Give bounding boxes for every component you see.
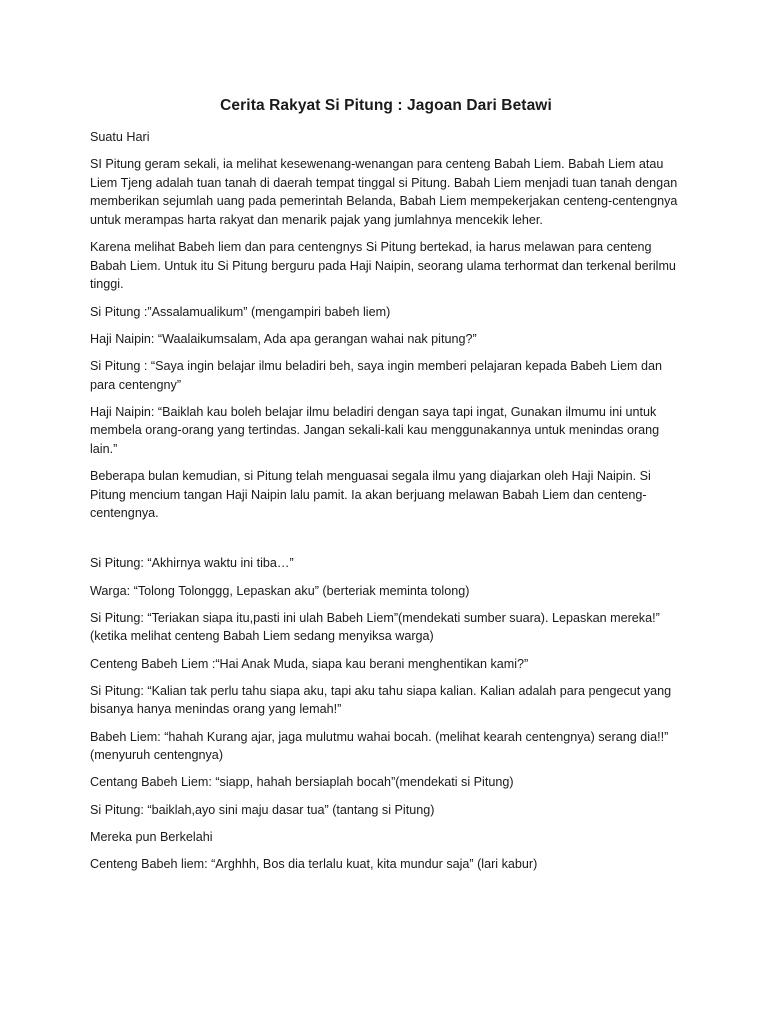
dialogue-line: Babeh Liem: “hahah Kurang ajar, jaga mulutmu wahai bocah. (melihat kearah centengnya) serang dia!!” (menyuruh centengnya) xyxy=(90,729,669,763)
paragraph-narration: Mereka pun Berkelahi xyxy=(90,829,213,844)
dialogue-line: Si Pitung: “Kalian tak perlu tahu siapa aku, tapi aku tahu siapa kalian. Kalian adalah para pengecut yang bisanya hanya menindas orang yang lemah!” xyxy=(90,683,672,717)
paragraph-intro: SI Pitung geram sekali, ia melihat kesewenang-wenangan para centeng Babah Liem. Babah Liem atau Liem Tjeng adalah tuan tanah di daerah tempat tinggal si Pitung. Babah Liem menjadi tuan tanah dengan memberikan sejumlah uang pada pemerintah Belanda, Babah Liem mempekerjakan centeng-centengnya untuk merampas harta rakyat dan menarik pajak yang jumlahnya mencekik leher. xyxy=(90,157,678,227)
paragraph-narration: Beberapa bulan kemudian, si Pitung telah menguasai segala ilmu yang diajarkan oleh Haji Naipin. Si Pitung mencium tangan Haji Naipin lalu pamit. Ia akan berjuang melawan Babah Liem dan centeng-centengnya. xyxy=(90,469,651,521)
dialogue-line: Si Pitung: “Akhirnya waktu ini tiba…” xyxy=(90,556,294,571)
dialogue-line: Centeng Babeh Liem :“Hai Anak Muda, siapa kau berani menghentikan kami?” xyxy=(90,656,529,671)
section-gap xyxy=(90,531,682,554)
dialogue-line: Centeng Babeh liem: “Arghhh, Bos dia terlalu kuat, kita mundur saja” (lari kabur) xyxy=(90,856,538,871)
dialogue-line: Si Pitung : “Saya ingin belajar ilmu beladiri beh, saya ingin memberi pelajaran kepada Babeh Liem dan para centengny” xyxy=(90,358,662,392)
paragraph-opening: Suatu Hari xyxy=(90,130,150,144)
dialogue-line: Si Pitung :”Assalamualikum” (mengampiri babeh liem) xyxy=(90,304,391,319)
dialogue-line: Centang Babeh Liem: “siapp, hahah bersiaplah bocah”(mendekati si Pitung) xyxy=(90,775,514,790)
dialogue-line: Si Pitung: “baiklah,ayo sini maju dasar tua” (tantang si Pitung) xyxy=(90,802,435,817)
paragraph-resolve: Karena melihat Babeh liem dan para centengnys Si Pitung bertekad, ia harus melawan para centeng Babah Liem. Untuk itu Si Pitung berguru pada Haji Naipin, seorang ulama terhormat dan terkenal berilmu tinggi. xyxy=(90,240,676,292)
dialogue-line: Haji Naipin: “Baiklah kau boleh belajar ilmu beladiri dengan saya tapi ingat, Gunakan ilmumu ini untuk membela orang-orang yang tertindas. Jangan sekali-kali kau menggunakannya untuk menindas orang lain.” xyxy=(90,404,660,456)
dialogue-line: Si Pitung: “Teriakan siapa itu,pasti ini ulah Babeh Liem”(mendekati sumber suara). Lepaskan mereka!” (ketika melihat centeng Babah Liem sedang menyiksa warga) xyxy=(90,610,660,644)
document-title: Cerita Rakyat Si Pitung : Jagoan Dari Betawi xyxy=(220,97,552,114)
dialogue-line: Haji Naipin: “Waalaikumsalam, Ada apa gerangan wahai nak pitung?” xyxy=(90,331,477,346)
dialogue-line: Warga: “Tolong Tolonggg, Lepaskan aku” (berteriak meminta tolong) xyxy=(90,583,470,598)
